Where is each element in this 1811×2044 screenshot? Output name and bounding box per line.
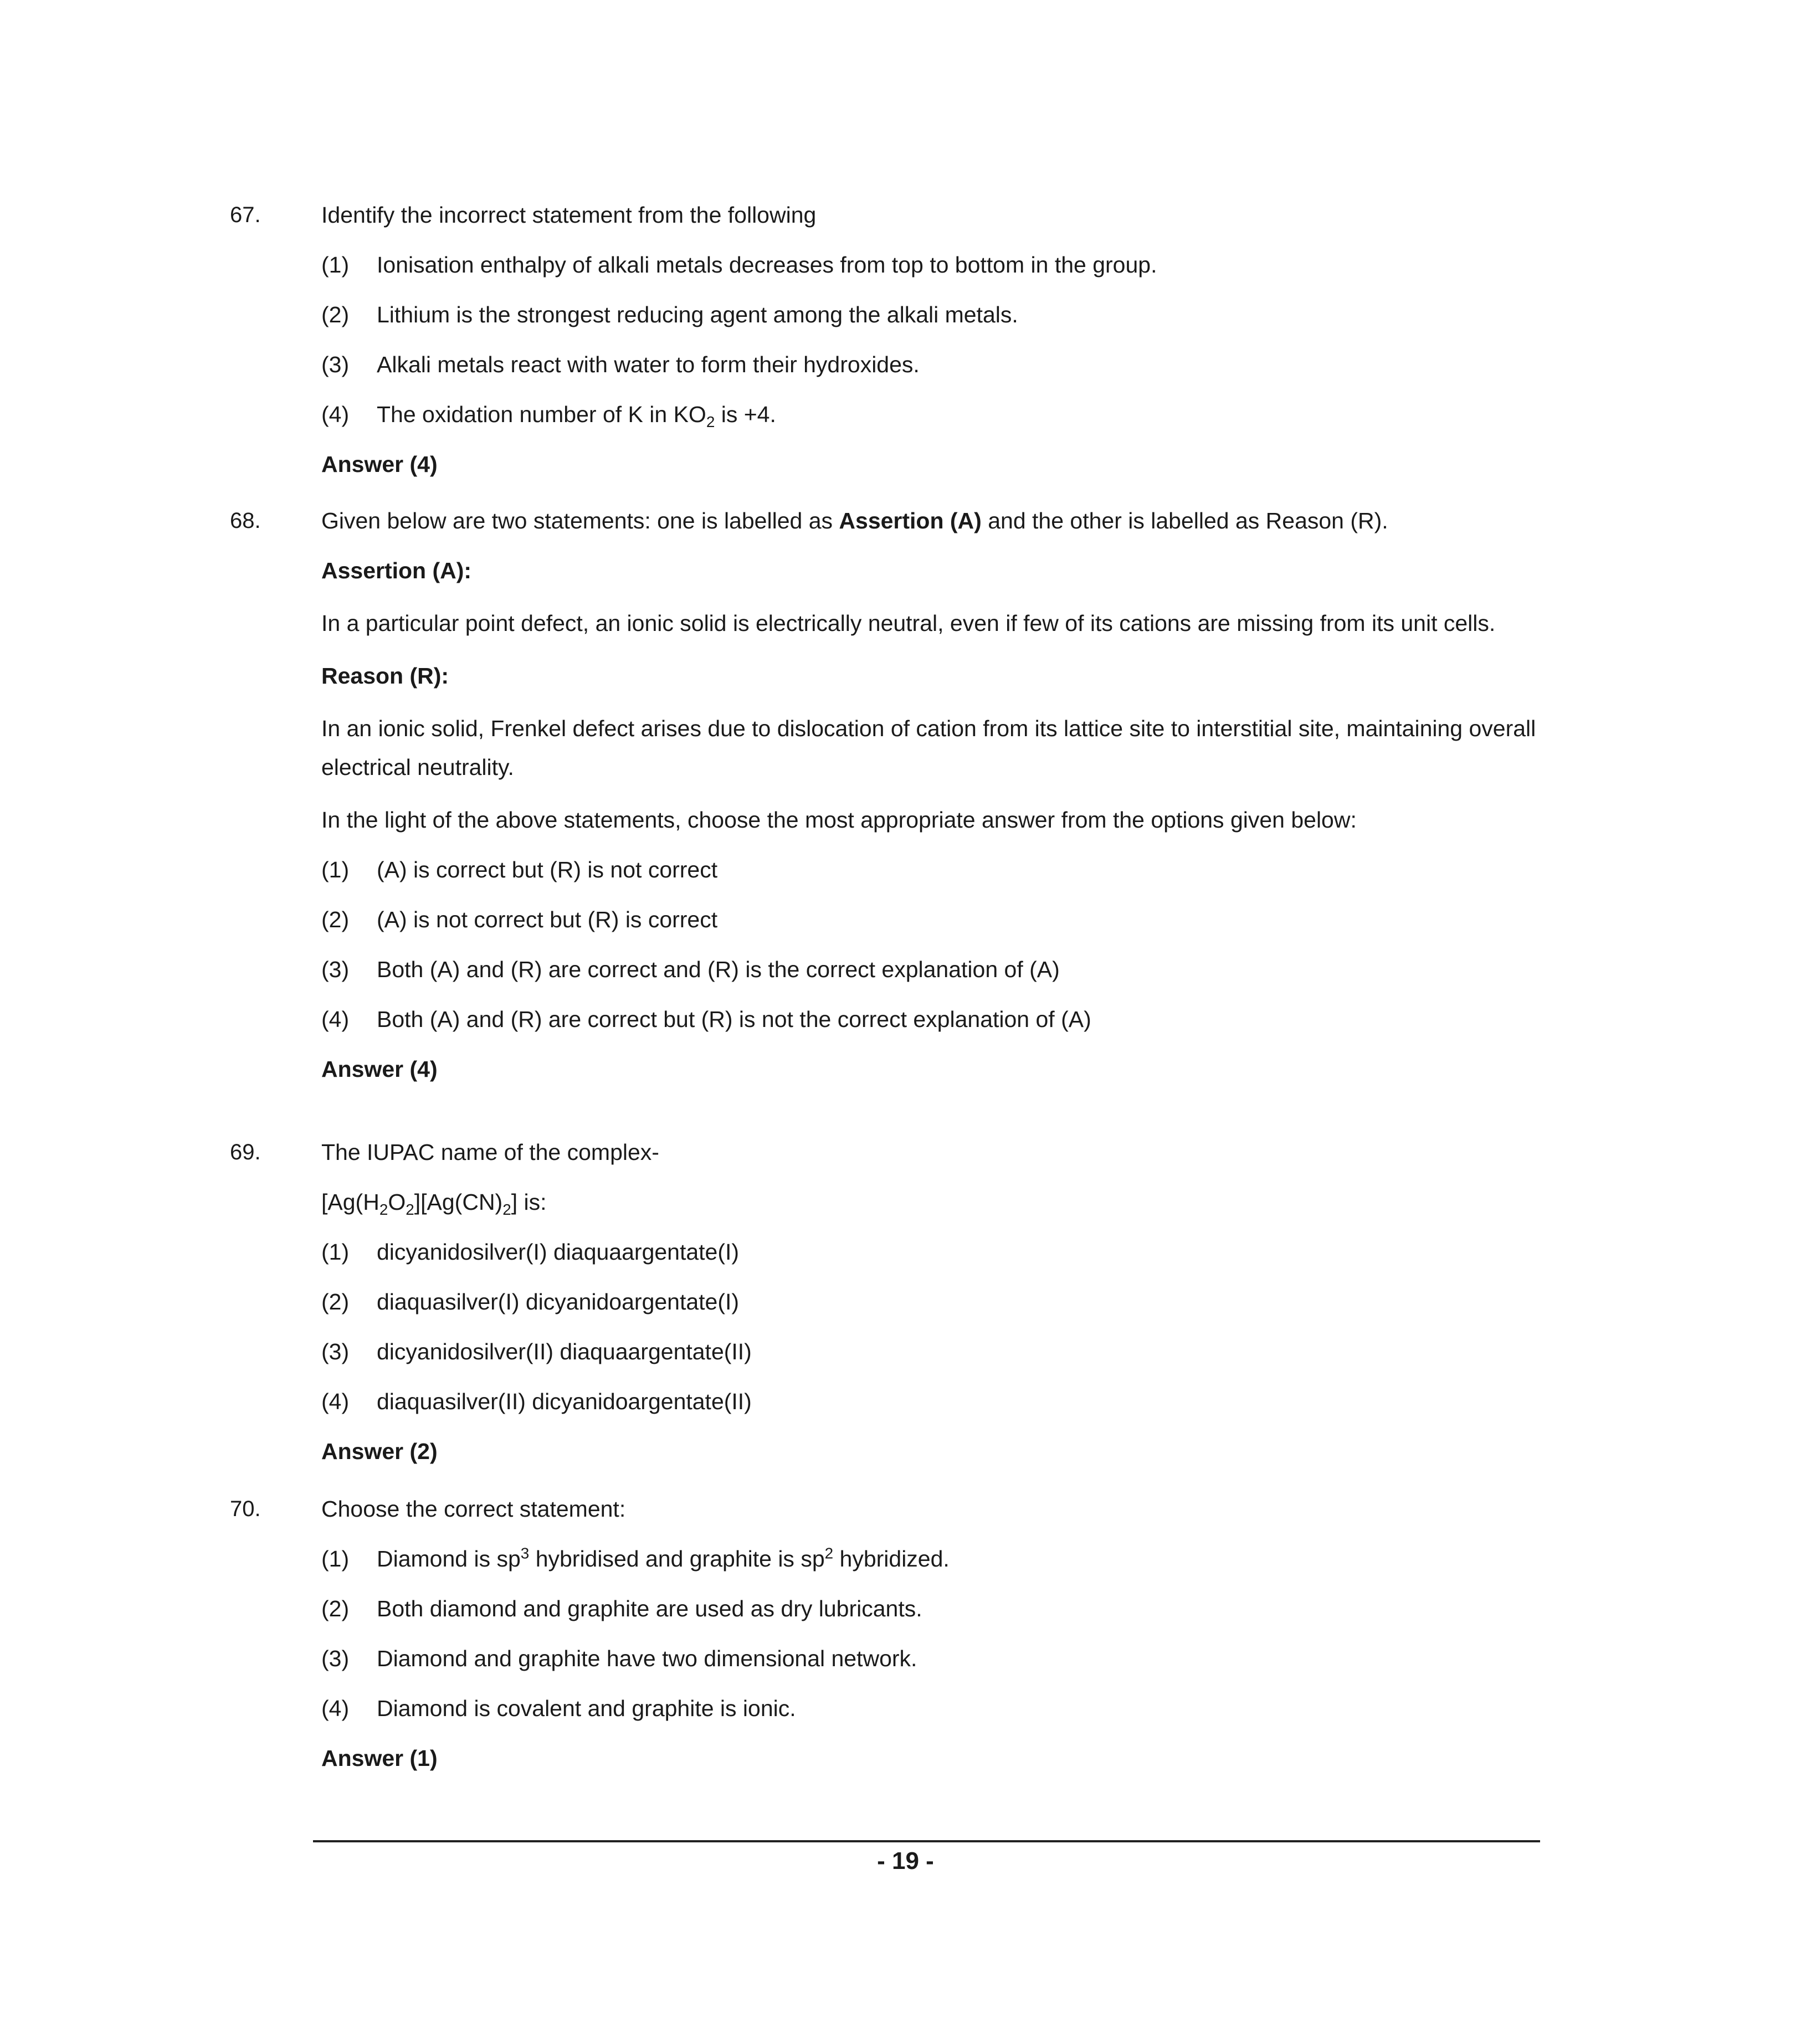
option-text: (A) is correct but (R) is not correct — [377, 857, 718, 882]
option-4 — [321, 1692, 1540, 1725]
stem-part: and the other is labelled as Reason (R). — [981, 508, 1388, 533]
option-text: Diamond and graphite have two dimensional network. — [377, 1646, 917, 1671]
option-2 — [321, 298, 1540, 331]
option-number: (1) — [321, 252, 350, 278]
option-number: (4) — [321, 402, 350, 427]
option-number: (2) — [321, 907, 350, 932]
option-number: (3) — [321, 957, 350, 982]
formula-part: ][Ag(CN) — [414, 1189, 503, 1215]
page-number: - 19 - — [877, 1847, 934, 1874]
option-number: (2) — [321, 1289, 350, 1314]
question-stem — [321, 504, 1540, 537]
option-number: (4) — [321, 1389, 350, 1414]
question-stem: Identify the incorrect statement from the following — [321, 202, 817, 228]
superscript: 2 — [824, 1544, 834, 1562]
formula-part: [Ag(H — [321, 1189, 379, 1215]
option-text: Ionisation enthalpy of alkali metals decreases from top to bottom in the group. — [377, 252, 1157, 278]
answer-label: Answer (1) — [321, 1745, 438, 1771]
instruction-text: In the light of the above statements, choose the most appropriate answer from the options given below: — [321, 807, 1357, 833]
subscript: 2 — [406, 1201, 414, 1219]
option-text: diaquasilver(I) dicyanidoargentate(I) — [377, 1289, 740, 1314]
option-number: (3) — [321, 1646, 350, 1671]
assertion-text: In a particular point defect, an ionic solid is electrically neutral, even if few of its cations are missing from its unit cells. — [321, 610, 1496, 636]
question-70 — [230, 1492, 1540, 1775]
option-4 — [321, 1385, 1540, 1418]
superscript: 3 — [520, 1544, 530, 1562]
option-2 — [321, 903, 1540, 936]
question-number: 68. — [230, 509, 261, 533]
question-67 — [230, 198, 1540, 481]
option-text-part: The oxidation number of K in KO — [377, 402, 706, 427]
option-1 — [321, 1235, 1540, 1268]
reason-text: In an ionic solid, Frenkel defect arises due to dislocation of cation from its lattice site to interstitial site, maintaining overall electrical neutrality. — [321, 716, 1536, 780]
formula-part: ] is: — [511, 1189, 547, 1215]
option-number: (1) — [321, 857, 350, 882]
option-text: (A) is not correct but (R) is correct — [377, 907, 718, 932]
option-text: Both (A) and (R) are correct but (R) is not the correct explanation of (A) — [377, 1006, 1091, 1032]
question-number: 67. — [230, 203, 261, 227]
option-text-part: Diamond is sp — [377, 1546, 521, 1571]
option-number: (3) — [321, 1339, 350, 1364]
question-stem: The IUPAC name of the complex- — [321, 1139, 659, 1165]
option-2 — [321, 1285, 1540, 1318]
option-text: Lithium is the strongest reducing agent among the alkali metals. — [377, 302, 1018, 327]
option-text: dicyanidosilver(II) diaquaargentate(II) — [377, 1339, 752, 1364]
question-number: 70. — [230, 1497, 261, 1521]
option-text: dicyanidosilver(I) diaquaargentate(I) — [377, 1239, 740, 1265]
option-number: (2) — [321, 1596, 350, 1621]
option-1 — [321, 853, 1540, 886]
question-69 — [230, 1136, 1540, 1468]
option-text: Alkali metals react with water to form their hydroxides. — [377, 352, 920, 377]
stem-bold: Assertion (A) — [839, 508, 982, 533]
option-text-part: hybridized. — [833, 1546, 950, 1571]
option-1 — [321, 248, 1540, 281]
option-3 — [321, 1335, 1540, 1368]
question-stem: Choose the correct statement: — [321, 1496, 626, 1522]
option-3 — [321, 348, 1540, 381]
option-text: Diamond is covalent and graphite is ionic. — [377, 1696, 796, 1721]
option-1 — [321, 1542, 1540, 1575]
option-4 — [321, 398, 1540, 431]
question-number: 69. — [230, 1140, 261, 1164]
option-number: (4) — [321, 1696, 350, 1721]
answer-label: Answer (4) — [321, 451, 438, 477]
subscript: 2 — [706, 413, 715, 431]
option-text-part: is +4. — [715, 402, 776, 427]
option-text: Both diamond and graphite are used as dry lubricants. — [377, 1596, 922, 1621]
option-2 — [321, 1592, 1540, 1625]
subscript: 2 — [379, 1201, 388, 1219]
reason-label: Reason (R): — [321, 663, 449, 689]
option-number: (1) — [321, 1239, 350, 1265]
option-text: diaquasilver(II) dicyanidoargentate(II) — [377, 1389, 752, 1414]
option-number: (3) — [321, 352, 350, 377]
option-text: Both (A) and (R) are correct and (R) is the correct explanation of (A) — [377, 957, 1060, 982]
option-3 — [321, 953, 1540, 986]
answer-label: Answer (4) — [321, 1056, 438, 1082]
formula-part: O — [388, 1189, 406, 1215]
option-number: (1) — [321, 1546, 350, 1571]
question-68 — [230, 504, 1540, 1086]
option-number: (2) — [321, 302, 350, 327]
subscript: 2 — [502, 1201, 511, 1219]
option-4 — [321, 1003, 1540, 1036]
assertion-label: Assertion (A): — [321, 558, 472, 583]
footer-divider — [313, 1840, 1540, 1842]
stem-part: Given below are two statements: one is labelled as — [321, 508, 839, 533]
complex-formula — [321, 1185, 1540, 1219]
option-3 — [321, 1642, 1540, 1675]
answer-label: Answer (2) — [321, 1439, 438, 1464]
option-text-part: hybridised and graphite is sp — [529, 1546, 825, 1571]
option-number: (4) — [321, 1006, 350, 1032]
